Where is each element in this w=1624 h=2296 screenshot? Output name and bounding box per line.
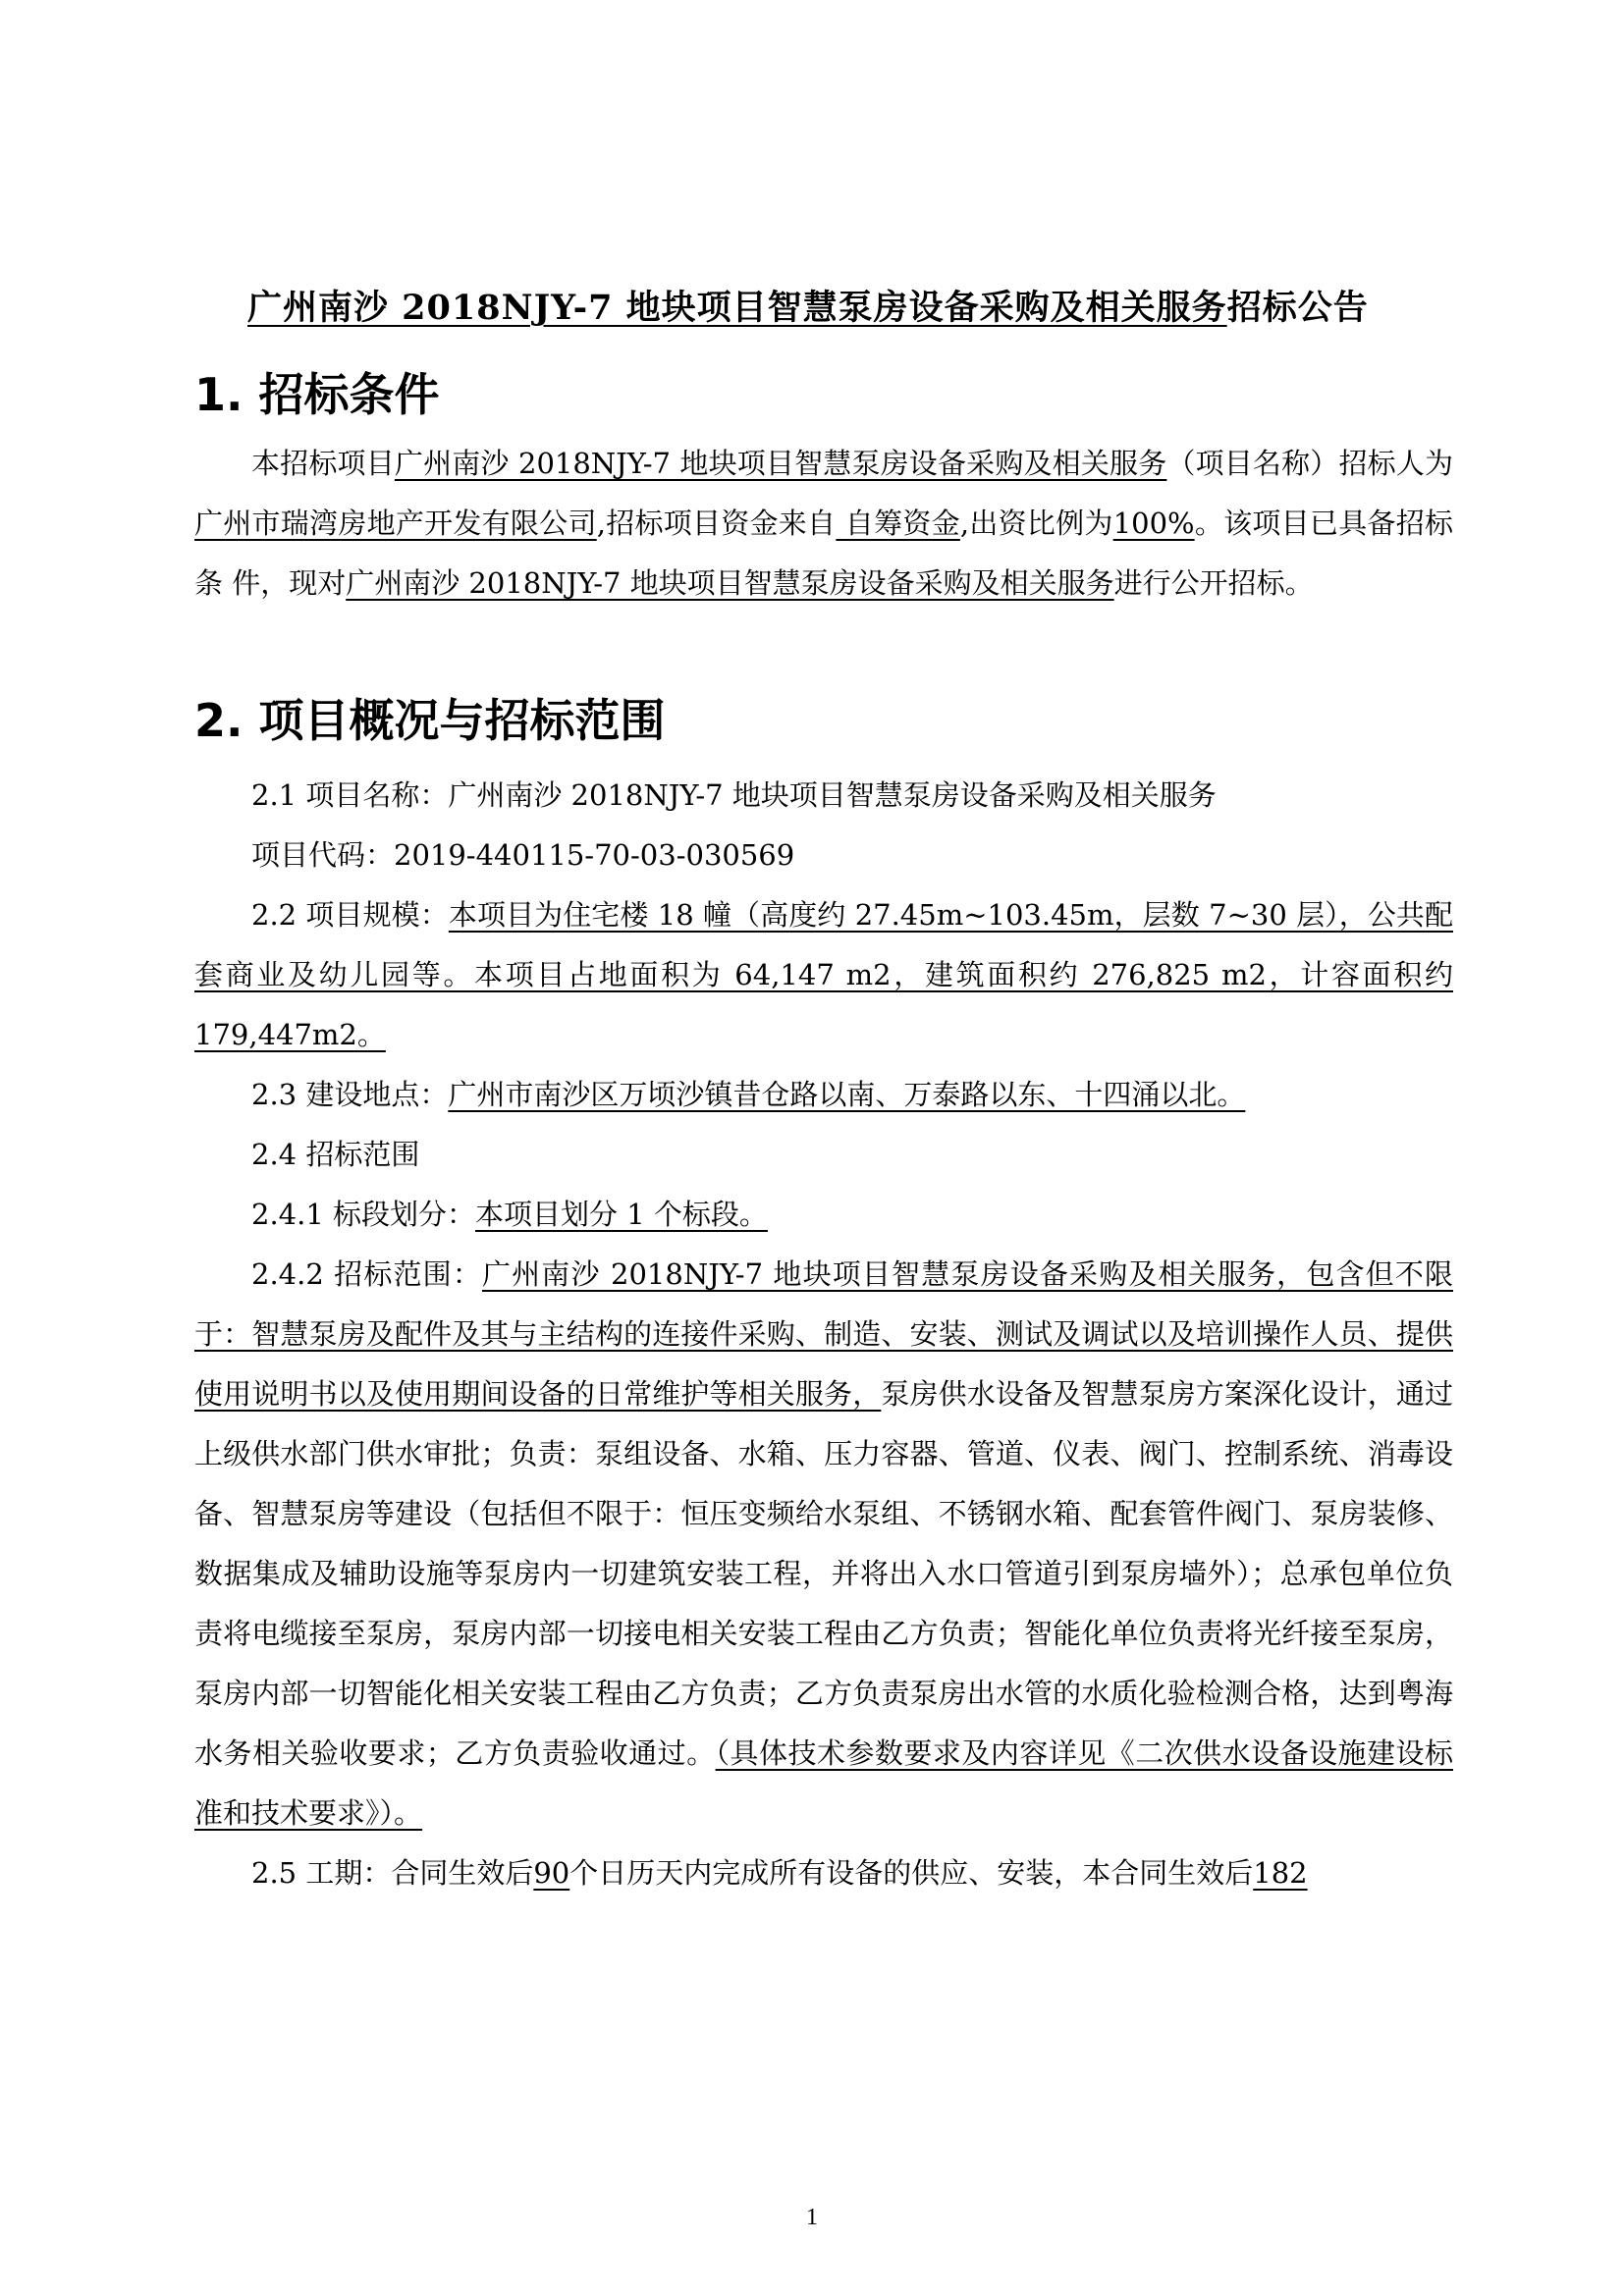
item-2-4-scope: 2.4 招标范围	[251, 1138, 420, 1171]
fund-ratio: 100%	[1112, 507, 1195, 540]
document-title	[247, 285, 1377, 332]
fund-source: 自筹资金	[836, 507, 960, 540]
item-2-4-2-bid-scope: 2.4.2 招标范围：广州南沙 2018NJY-7 地块项目智慧泵房设备采购及相关服务，包含但不限于：智慧泵房及配件及其与主结构的连接件采购、制造、安装、测试及调试以及培训操作人员、提供使用说明书以及使用期间设备的日常维护等相关服务，泵房供水设备及智慧泵房方案深化设计，通过上级供水部门供水审批；负责：泵组设备、水箱、压力容器、管道、仪表、阀门、控制系统、消毒设备、智慧泵房等建设（包括但不限于：恒压变频给水泵组、不锈钢水箱、配套管件阀门、泵房装修、数据集成及辅助设施等泵房内一切建筑安装工程，并将出入水口管道引到泵房墙外）；总承包单位负责将电缆接至泵房，泵房内部一切接电相关安装工程由乙方负责；智能化单位负责将光纤接至泵房，泵房内部一切智能化相关安装工程由乙方负责；乙方负责泵房出水管的水质化验检测合格，达到粤海水务相关验收要求；乙方负责验收通过。（具体技术参数要求及内容详见《二次供水设备设施建设标准和技术要求》）。	[194, 1257, 1453, 1830]
section-1-paragraph: 本招标项目广州南沙 2018NJY-7 地块项目智慧泵房设备采购及相关服务（项目名称）招标人为广州市瑞湾房地产开发有限公司,招标项目资金来自 自筹资金,出资比例为100%。该项目已具备招标条 件，现对广州南沙 2018NJY-7 地块项目智慧泵房设备采购及相关服务进行公开招标。	[194, 447, 1453, 600]
page-number: 1	[806, 2205, 818, 2230]
item-2-3-location: 2.3 建设地点：广州市南沙区万顷沙镇昔仓路以南、万泰路以东、十四涌以北。	[251, 1078, 1246, 1111]
item-2-5-period: 2.5 工期：合同生效后90个日历天内完成所有设备的供应、安装，本合同生效后182	[251, 1856, 1308, 1890]
project-code: 项目代码：2019-440115-70-03-030569	[251, 838, 795, 872]
title-suffix: 招标公告	[1226, 288, 1369, 328]
project-name-repeat: 广州南沙 2018NJY-7 地块项目智慧泵房设备采购及相关服务	[346, 566, 1114, 600]
section-1-heading: 1. 招标条件	[194, 368, 440, 421]
tenderer-name: 广州市瑞湾房地产开发有限公司	[194, 507, 597, 540]
section-2-heading: 2. 项目概况与招标范围	[194, 694, 666, 747]
item-2-4-1-lots: 2.4.1 标段划分：本项目划分 1 个标段。	[251, 1198, 768, 1231]
item-2-2-scale: 2.2 项目规模：本项目为住宅楼 18 幢（高度约 27.45m~103.45m，层数 7~30 层），公共配套商业及幼儿园等。本项目占地面积为 64,147 m2，建筑面积约 276,825 m2，计容面积约 179,447m2。	[194, 898, 1454, 1051]
title-project-name: 广州南沙 2018NJY-7 地块项目智慧泵房设备采购及相关服务	[247, 288, 1227, 328]
project-name: 广州南沙 2018NJY-7 地块项目智慧泵房设备采购及相关服务	[394, 447, 1167, 480]
item-2-1-project-name: 2.1 项目名称：广州南沙 2018NJY-7 地块项目智慧泵房设备采购及相关服务	[251, 778, 1217, 812]
